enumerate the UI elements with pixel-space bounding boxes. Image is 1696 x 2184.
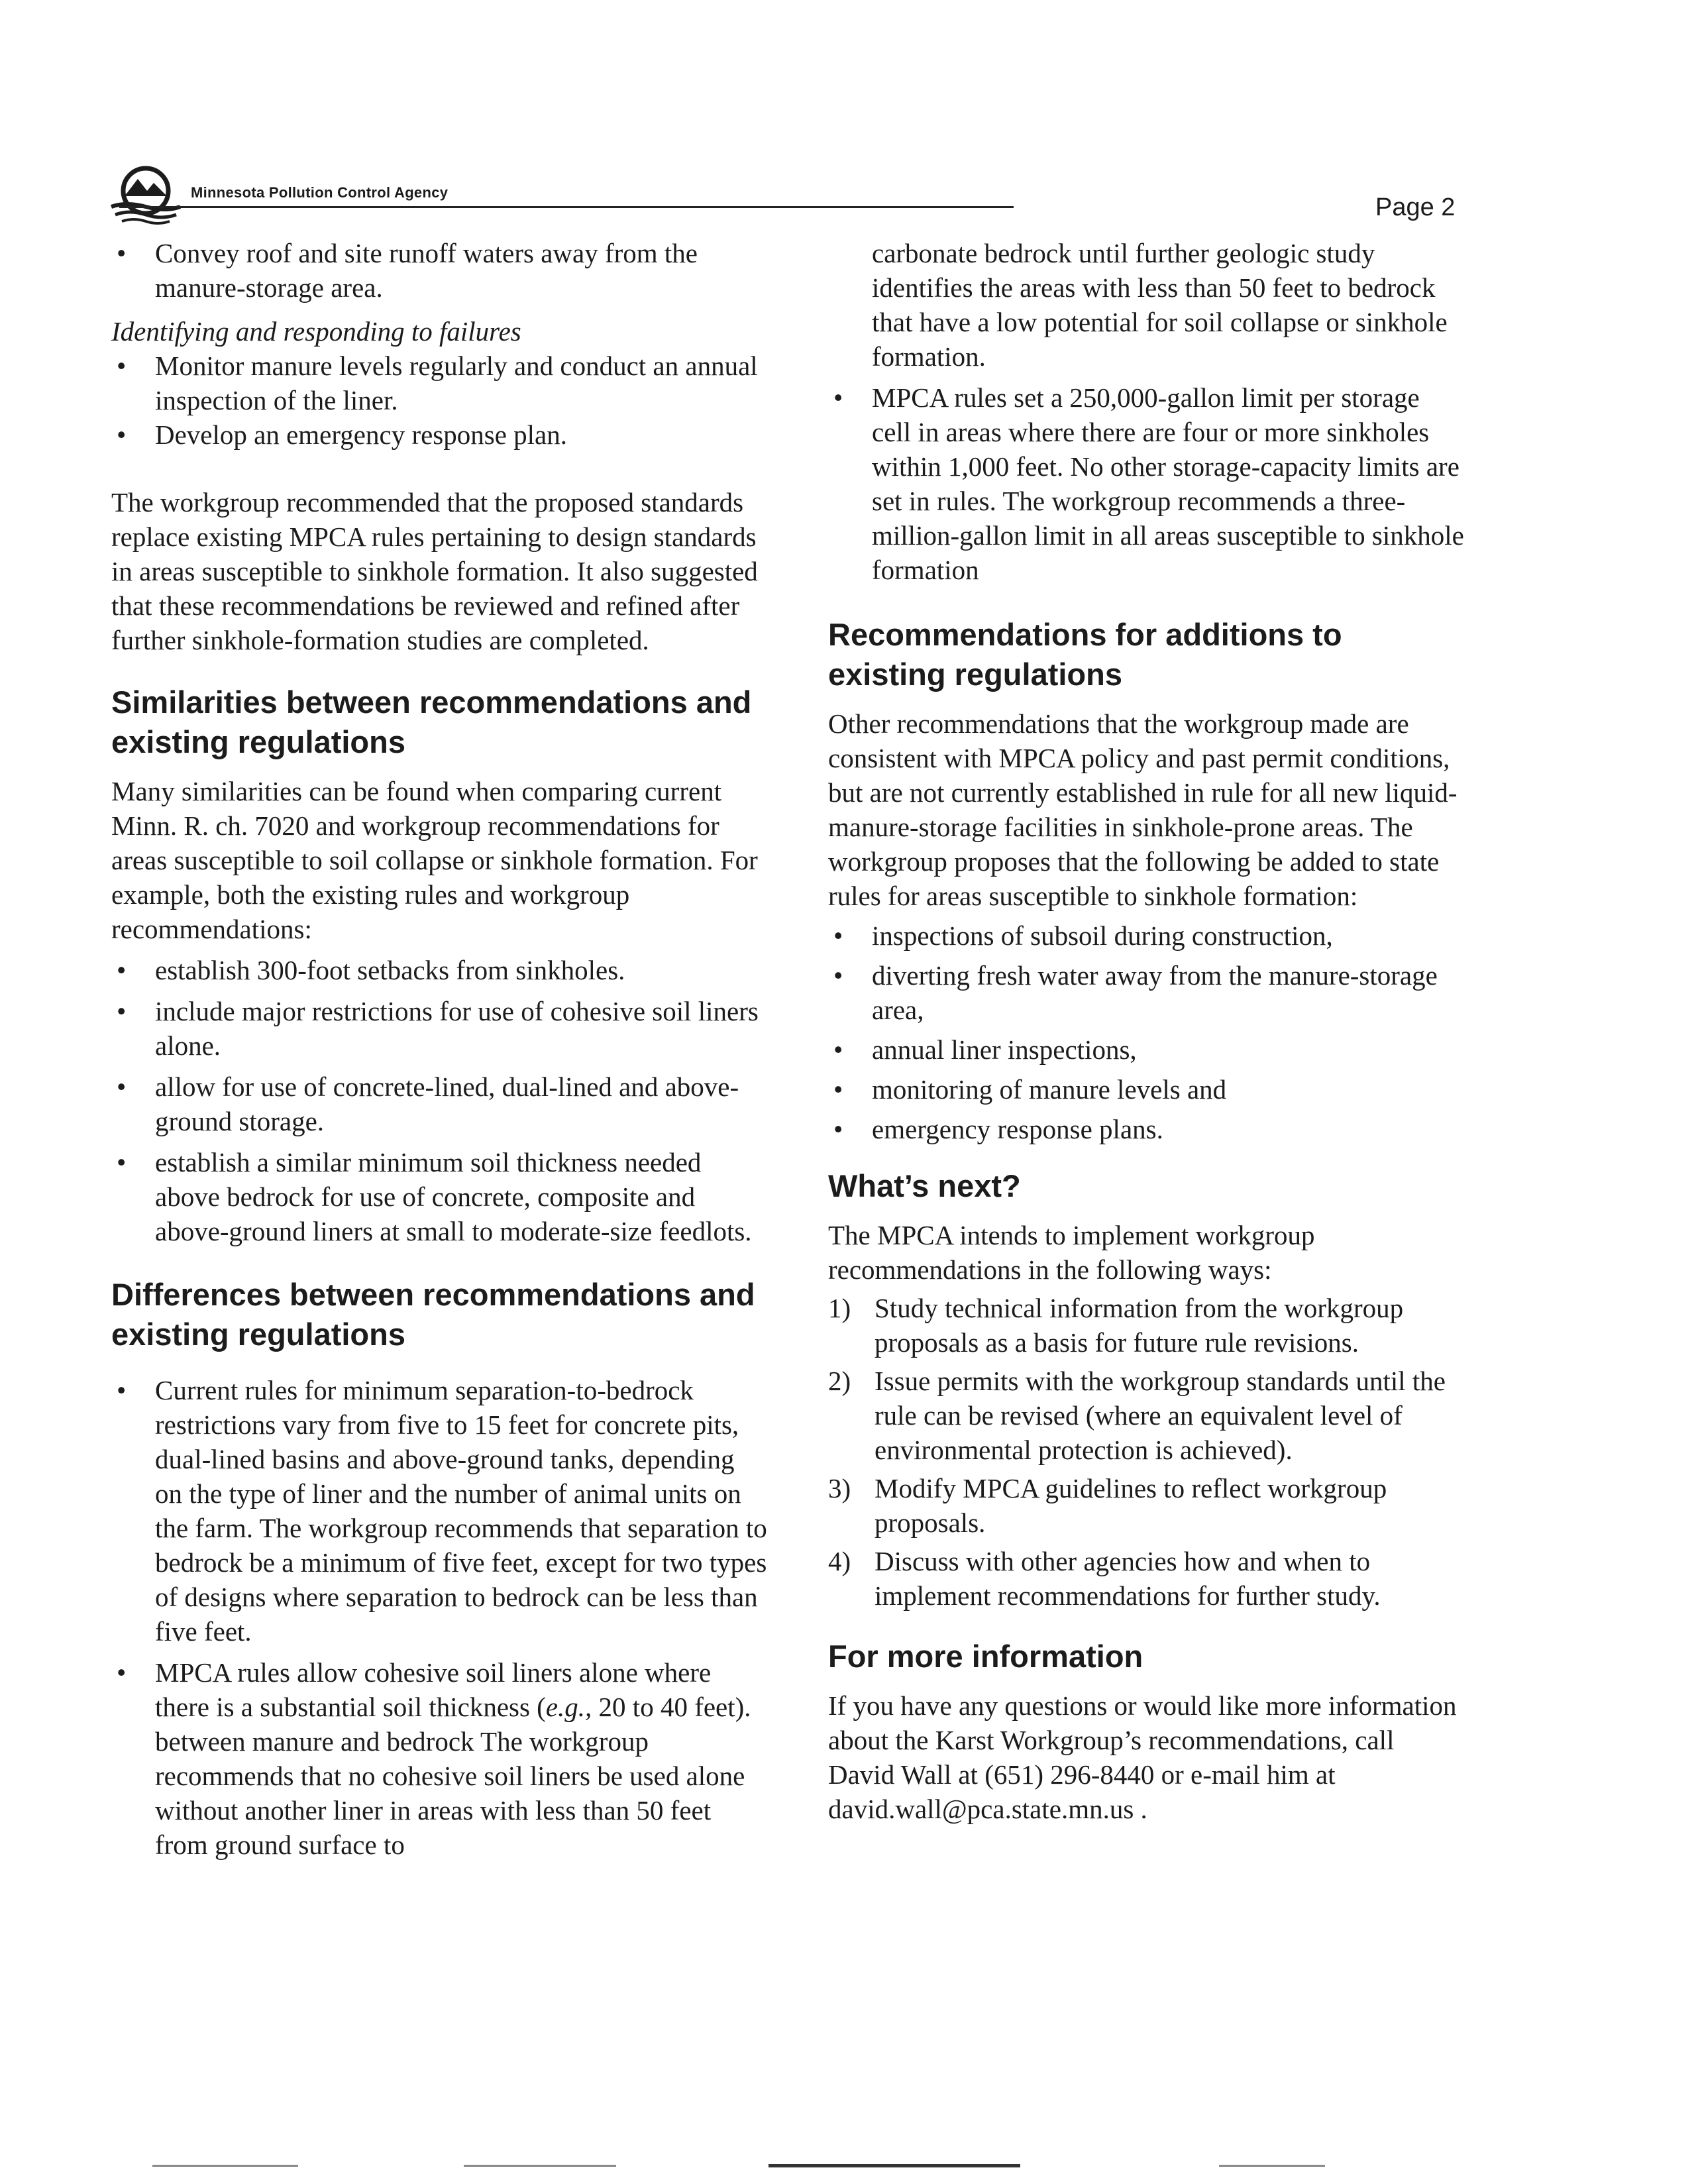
bullet-text-part: 20 to 40 feet). between manure and bedrock The workgroup recommends that no cohesive soil liners be used alone without another liner in areas with less than 50 feet from ground surface to: [155, 1692, 751, 1860]
bullet-runoff: [111, 236, 767, 305]
heading-additions: Recommendations for additions to existing regulations: [828, 617, 1342, 692]
item-text: Study technical information from the workgroup proposals as a basis for future rule revisions.: [874, 1293, 1404, 1358]
bullet-icon: •: [117, 1071, 127, 1102]
bullet-icon: •: [117, 955, 127, 985]
bullet-icon: •: [833, 1114, 843, 1144]
list-item: [111, 1655, 767, 1862]
list-item: [111, 994, 767, 1063]
bullet-text-eg: e.g.,: [545, 1692, 592, 1722]
bullet-icon: •: [833, 382, 843, 413]
bullet-icon: •: [117, 238, 127, 268]
list-item: [828, 1072, 1464, 1107]
bullet-text: allow for use of concrete-lined, dual-lined and above-ground storage.: [155, 1071, 739, 1136]
bullet-250k: [828, 380, 1464, 587]
heading-similarities: Similarities between recommendations and existing regulations: [111, 684, 752, 759]
bullet-text: include major restrictions for use of cohesive soil liners alone.: [155, 996, 759, 1061]
list-item: [111, 953, 767, 987]
list-item: [111, 1069, 767, 1138]
paragraph-workgroup: The workgroup recommended that the proposed standards replace existing MPCA rules pertaining to design standards in areas susceptible to sinkhole formation. It also suggested that these recommendations be reviewed and refined after further sinkhole-formation studies are completed.: [111, 487, 758, 655]
bullet-text: Develop an emergency response plan.: [155, 419, 567, 450]
item-number: 3): [828, 1473, 851, 1503]
list-item: [828, 958, 1464, 1027]
numbered-item: [828, 1544, 1464, 1613]
bullet-text: MPCA rules set a 250,000-gallon limit per storage cell in areas where there are four or more sinkholes within 1,000 feet. No other storage-capacity limits are set in rules. The workgroup recommends a three-million-gallon limit in all areas susceptible to sinkhole formation: [872, 382, 1464, 585]
agency-name: Minnesota Pollution Control Agency: [191, 184, 449, 201]
paragraph-similarities: Many similarities can be found when comparing current Minn. R. ch. 7020 and workgroup recommendations for areas susceptible to soil collapse or sinkhole formation. For example, both the existing rules and workgroup recommendations:: [111, 776, 758, 944]
item-number: 4): [828, 1546, 851, 1576]
page-number: Page 2: [1375, 193, 1456, 221]
bullet-text: annual liner inspections,: [872, 1034, 1137, 1065]
bullet-text: inspections of subsoil during construction,: [872, 920, 1333, 951]
bullet-emergency: [111, 417, 767, 452]
mpca-logo-icon: [106, 166, 186, 227]
bullet-text: emergency response plans.: [872, 1114, 1163, 1144]
item-text: Discuss with other agencies how and when to implement recommendations for further study.: [874, 1546, 1381, 1611]
numbered-item: [828, 1364, 1464, 1467]
bullet-text: [155, 1657, 751, 1860]
subheading-failures: Identifying and responding to failures: [111, 316, 521, 347]
continued-text: [828, 236, 1464, 374]
bullet-text: establish 300-foot setbacks from sinkholes.: [155, 955, 625, 985]
bullet-text: Current rules for minimum separation-to-bedrock restrictions vary from five to 15 feet for concrete pits, dual-lined basins and above-ground tanks, depending on the type of liner and the number of animal units on the farm. The workgroup recommends that separation to bedrock be a minimum of five feet, except for two types of designs where separation to bedrock can be less than five feet.: [155, 1375, 767, 1647]
header-rule: [119, 206, 1014, 208]
list-item: [828, 918, 1464, 953]
bullet-icon: •: [117, 1147, 127, 1177]
bullet-text: Convey roof and site runoff waters away from the manure-storage area.: [155, 238, 698, 303]
list-item: [111, 1373, 767, 1649]
heading-differences: Differences between recommendations and existing regulations: [111, 1277, 755, 1352]
paragraph-more-info: If you have any questions or would like more information about the Karst Workgroup’s recommendations, call David Wall at (651) 296-8440 or e-mail him at david.wall@pca.state.mn.us .: [828, 1690, 1457, 1824]
scan-artifact: [0, 2161, 1696, 2171]
bullet-icon: •: [833, 1074, 843, 1105]
bullet-icon: •: [833, 960, 843, 991]
bullet-icon: •: [117, 1657, 127, 1688]
numbered-item: [828, 1471, 1464, 1540]
bullet-text-part: MPCA rules allow cohesive soil liners alone where there is a substantial soil thickness (: [155, 1657, 712, 1722]
bullet-text: monitoring of manure levels and: [872, 1074, 1227, 1105]
item-text: Issue permits with the workgroup standards until the rule can be revised (where an equivalent level of environmental protection is achieved).: [874, 1366, 1446, 1465]
list-item: [111, 1145, 767, 1248]
list-item: [828, 1032, 1464, 1067]
bullet-text: establish a similar minimum soil thickness needed above bedrock for use of concrete, composite and above-ground liners at small to moderate-size feedlots.: [155, 1147, 752, 1246]
left-column: [111, 236, 767, 1862]
paragraph-whats-next: The MPCA intends to implement workgroup recommendations in the following ways:: [828, 1220, 1315, 1285]
bullet-text: carbonate bedrock until further geologic study identifies the areas with less than 50 feet to bedrock that have a low potential for soil collapse or sinkhole formation.: [872, 238, 1448, 372]
paragraph-additions: Other recommendations that the workgroup made are consistent with MPCA policy and past permit conditions, but are not currently established in rule for all new liquid-manure-storage facilities in sinkhole-prone areas. The workgroup proposes that the following be added to state rules for areas susceptible to sinkhole formation:: [828, 708, 1458, 911]
bullet-icon: •: [833, 1034, 843, 1065]
heading-more-info: For more information: [828, 1639, 1143, 1674]
bullet-icon: •: [117, 996, 127, 1026]
item-number: 2): [828, 1366, 851, 1396]
list-item: [828, 1112, 1464, 1146]
bullet-text: diverting fresh water away from the manure-storage area,: [872, 960, 1438, 1025]
item-number: 1): [828, 1293, 851, 1323]
item-text: Modify MPCA guidelines to reflect workgroup proposals.: [874, 1473, 1387, 1538]
bullet-icon: •: [117, 1375, 127, 1405]
numbered-item: [828, 1291, 1464, 1360]
bullet-icon: •: [117, 351, 127, 381]
bullet-text: Monitor manure levels regularly and conduct an annual inspection of the liner.: [155, 351, 758, 415]
right-column: [828, 236, 1464, 1826]
bullet-icon: •: [117, 419, 127, 450]
bullet-monitor: [111, 349, 767, 417]
heading-whats-next: What’s next?: [828, 1168, 1021, 1203]
bullet-icon: •: [833, 920, 843, 951]
